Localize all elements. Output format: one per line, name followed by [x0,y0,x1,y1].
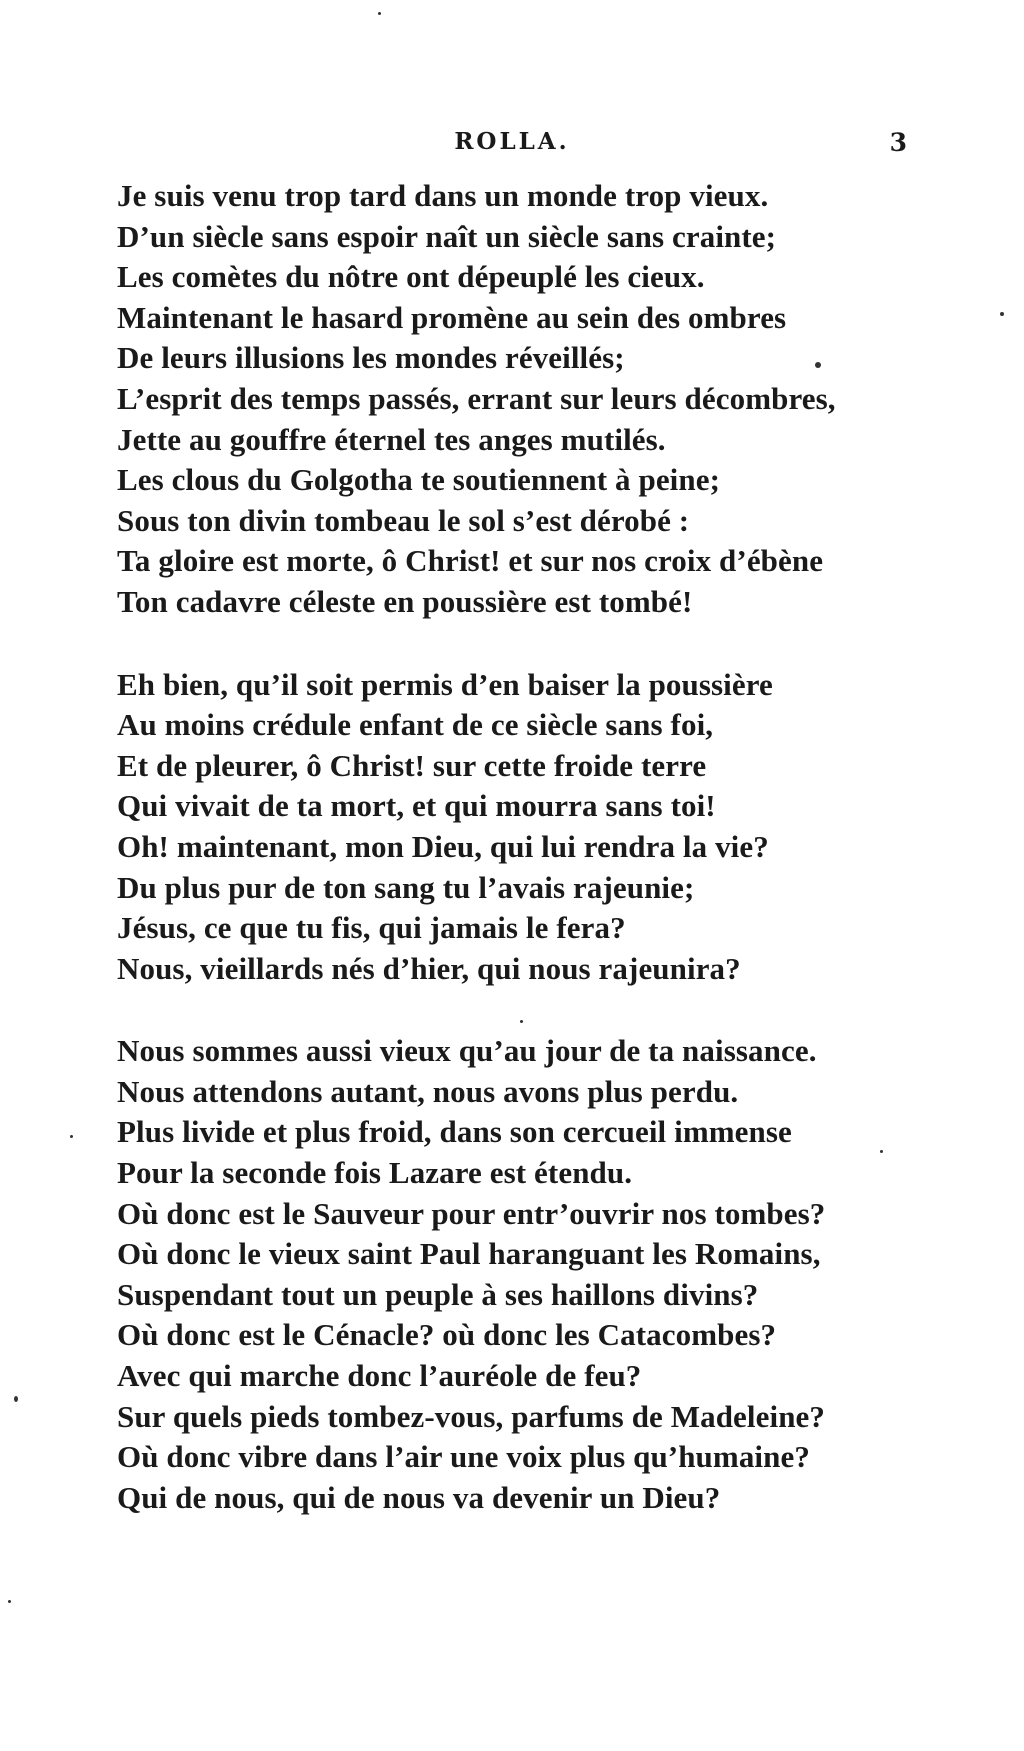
verse-line: Ta gloire est morte, ô Christ! et sur nos croix d’ébène [117,543,824,579]
verse-line: Qui de nous, qui de nous va devenir un Dieu? [117,1479,721,1515]
verse-line: Avec qui marche donc l’auréole de feu? [117,1358,642,1394]
verse-line: Qui vivait de ta mort, et qui mourra sans toi! [117,788,716,824]
verse-line: Sous ton divin tombeau le sol s’est dérobé : [117,502,690,538]
verse-line: Je suis venu trop tard dans un monde trop vieux. [117,178,769,213]
page-number: 3 [889,128,907,157]
scan-speck [14,1396,18,1402]
scan-speck [520,1020,523,1023]
verse-line: Nous attendons autant, nous avons plus perdu. [117,1073,739,1109]
scan-speck [815,362,821,368]
verse-line: Plus livide et plus froid, dans son cercueil immense [117,1114,792,1150]
verse-line: Où donc est le Cénacle? où donc les Catacombes? [117,1317,777,1353]
verse-line: D’un siècle sans espoir naît un siècle sans crainte; [117,218,777,254]
stanza-2 [117,665,917,990]
verse-line: Au moins crédule enfant de ce siècle sans foi, [117,707,714,743]
verse-line: Ton cadavre céleste en poussière est tombé! [117,583,693,619]
page-header [117,128,907,164]
running-title: ROLLA. [454,128,570,155]
verse-line: Nous sommes aussi vieux qu’au jour de ta naissance. [117,1033,817,1069]
stanza-1 [117,176,917,623]
scan-speck [8,1600,11,1603]
stanza-3 [117,1031,917,1518]
verse-line: Où donc est le Sauveur pour entr’ouvrir nos tombes? [117,1195,826,1231]
verse-line: Maintenant le hasard promène au sein des ombres [117,299,787,335]
verse-line: Et de pleurer, ô Christ! sur cette froide terre [117,747,707,783]
verse-line: Sur quels pieds tombez-vous, parfums de Madeleine? [117,1398,825,1434]
verse-line: Où donc vibre dans l’air une voix plus qu’humaine? [117,1439,810,1475]
scan-speck [378,12,381,15]
verse-line: L’esprit des temps passés, errant sur leurs décombres, [117,380,836,416]
verse-line: Pour la seconde fois Lazare est étendu. [117,1155,633,1191]
verse-line: Nous, vieillards nés d’hier, qui nous rajeunira? [117,950,741,986]
verse-line: De leurs illusions les mondes réveillés; [117,340,625,376]
verse-line: Jette au gouffre éternel tes anges mutilés. [117,421,666,457]
verse-line: Jésus, ce que tu fis, qui jamais le fera? [117,910,626,946]
scan-speck [70,1135,73,1138]
verse-line: Oh! maintenant, mon Dieu, qui lui rendra la vie? [117,828,769,864]
verse-line: Suspendant tout un peuple à ses haillons divins? [117,1276,759,1312]
verse-line: Les comètes du nôtre ont dépeuplé les cieux. [117,259,705,295]
scan-speck [1000,312,1004,316]
verse-line: Eh bien, qu’il soit permis d’en baiser la poussière [117,666,773,702]
verse-line: Où donc le vieux saint Paul haranguant les Romains, [117,1236,821,1272]
poem [117,176,917,1560]
verse-line: Du plus pur de ton sang tu l’avais rajeunie; [117,869,695,905]
verse-line: Les clous du Golgotha te soutiennent à peine; [117,462,721,498]
scan-speck [880,1150,883,1153]
